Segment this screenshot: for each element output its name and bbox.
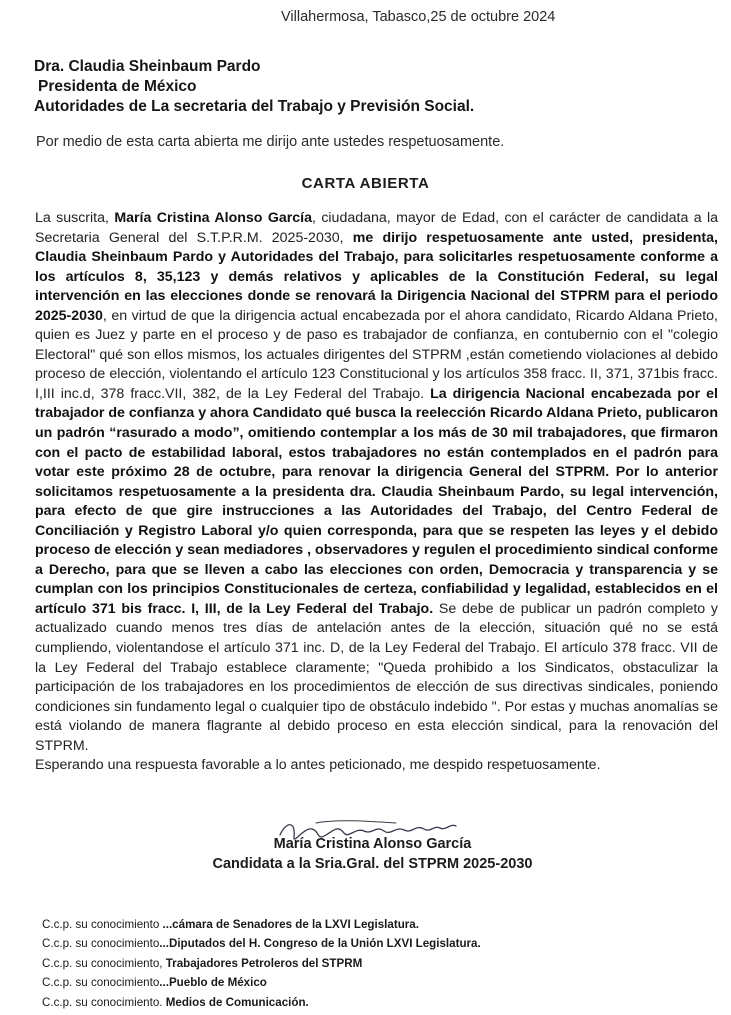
addressee-title: Presidenta de México: [38, 78, 197, 95]
ccp-prefix: C.c.p. su conocimiento,: [42, 956, 166, 970]
addressee-name: Dra. Claudia Sheinbaum Pardo: [34, 58, 261, 75]
signer-name: María Cristina Alonso García: [273, 836, 472, 852]
body-segment-bold: María Cristina Alonso García: [114, 210, 313, 226]
intro-line: Por medio de esta carta abierta me dirijo ante ustedes respetuosamente.: [36, 134, 505, 150]
ccp-prefix: C.c.p. su conocimiento: [42, 976, 160, 990]
ccp-recipient: ...cámara de Senadores de la LXVI Legislatura.: [162, 918, 419, 931]
closing-line: Esperando una respuesta favorable a lo antes peticionado, me despido respetuosamente.: [35, 757, 601, 774]
ccp-recipient: Trabajadores Petroleros del STPRM: [165, 956, 363, 970]
place-date: Villahermosa, Tabasco,25 de octubre 2024: [281, 9, 556, 25]
signer-role: Candidata a la Sria.Gral. del STPRM 2025-2030: [212, 856, 533, 872]
ccp-prefix: C.c.p. su conocimiento.: [42, 995, 166, 1009]
document-title: CARTA ABIERTA: [301, 175, 430, 192]
ccp-line: [42, 993, 481, 1012]
body-segment: , ciudadana, mayor de Edad, con el carácter de candidata a la Secretaria General del S.T.P.R.M. 2025-2030,: [35, 210, 718, 246]
ccp-prefix: C.c.p. su conocimiento: [42, 937, 160, 951]
ccp-line: [42, 915, 481, 934]
addressee-block: [34, 57, 474, 117]
carbon-copy-list: [42, 915, 481, 1012]
body-segment-bold: me dirijo respetuosamente ante usted, presidenta, Claudia Sheinbaum Pardo y Autoridades del Trabajo, para solicitarles respetuosamente conforme a los artículos 8, 35,123 y demás relativos y aplicables de la Constitución Federal, su legal intervención en las elecciones donde se renovará la Dirigencia Nacional del STPRM para el periodo 2025-2030: [35, 229, 718, 324]
body-segment-bold: La dirigencia Nacional encabezada por el trabajador de confianza y ahora Candidato qué busca la reelección Ricardo Aldana Prieto, publicaron un padrón “rasurado a modo”, omitiendo contemplar a los más de 30 mil trabajadores, que firmaron con el pacto de estabilidad laboral, estos trabajadores no están contemplados en el padrón para votar este próximo 28 de octubre, para renovar la dirigencia General del STPRM. Por lo anterior solicitamos respetuosamente a la presidenta dra. Claudia Sheinbaum Pardo, su legal intervención, para efecto de que gire instrucciones a las Autoridades del Trabajo, del Centro Federal de Conciliación y Registro Laboral y/o quien corresponda, para que se respeten las leyes y el debido proceso de elección y sean mediadores , observadores y regulen el procedimiento sindical conforme a Derecho, para que se lleven a cabo las elecciones con orden, Democracia y transparencia y se cumplan con los principios Constitucionales de certeza, confiabilidad y legalidad, establecidos en el artículo 371 bis fracc. I, III, de la Ley Federal del Trabajo.: [35, 385, 719, 617]
ccp-recipient: ...Diputados del H. Congreso de la Unión LXVI Legislatura.: [159, 937, 481, 951]
ccp-line: [42, 954, 481, 973]
ccp-line: [42, 973, 481, 992]
body-segment: Se debe de publicar un padrón completo y actualizado cuando menos tres días de antelación antes de la elección, situación qué no se está cumpliendo, violentandose el artículo 371 inc. D, de la Ley Federal del Trabajo. El artículo 378 fracc. VII de la Ley Federal del Trabajo establece claramente; "Queda prohibido a los Sindicatos, obstaculizar la participación de los trabajadores en los procedimientos de elección de sus directivas sindicales, poniendo condiciones sin fundamento legal o cualquier tipo de obstáculo indebido ". Por estas y muchas anomalías se está violando de manera flagrante al debido proceso en esta elección sindical, para la renovación del STPRM.: [35, 600, 718, 754]
ccp-line: [42, 934, 481, 953]
body-segment: , en virtud de que la dirigencia actual encabezada por el ahora candidato, Ricardo Aldana Prieto, quien es Juez y parte en el proceso y de paso es trabajador de confianza, en contubernio con el "colegio Electoral" qué son ellos mismos, los actuales dirigentes del STPRM ,están cometiendo violaciones al debido proceso de elección, violentando el artículo 123 Constitucional y los artículos 358 fracc. II, 371, 371bis fracc. I,III inc.d, 378 fracc.VII, 382, de la Ley Federal del Trabajo.: [35, 307, 718, 402]
ccp-recipient: ...Pueblo de México: [159, 976, 267, 990]
body-segment: La suscrita,: [35, 210, 115, 226]
letter-body: [35, 209, 718, 776]
ccp-prefix: C.c.p. su conocimiento: [42, 918, 163, 931]
addressee-authorities: Autoridades de La secretaria del Trabajo y Previsión Social.: [34, 98, 475, 115]
ccp-recipient: Medios de Comunicación.: [165, 995, 309, 1009]
